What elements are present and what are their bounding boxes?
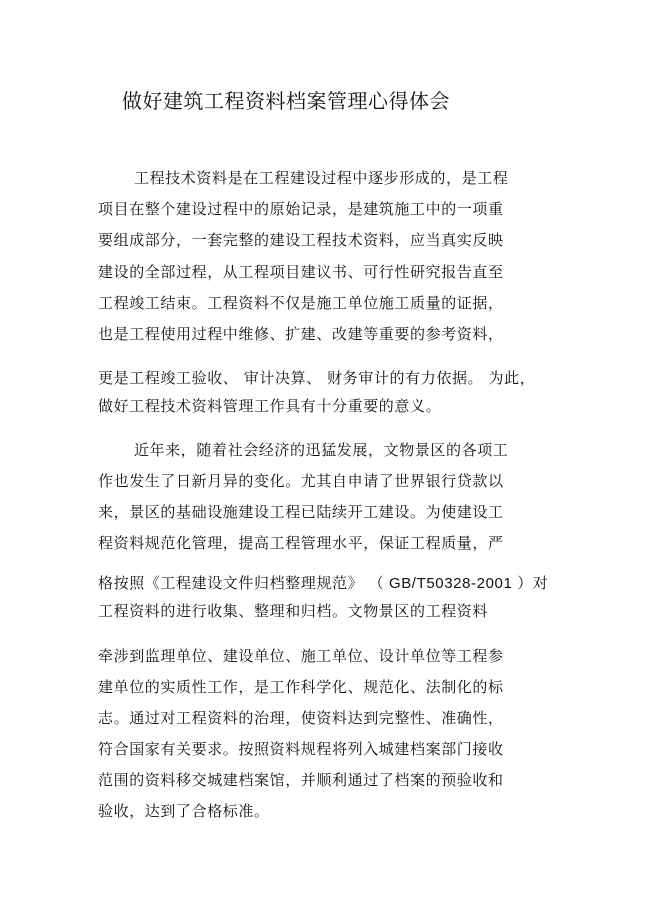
paragraph-5-line-6: 验收，达到了合格标准。 <box>98 802 270 820</box>
document-title: 做好建筑工程资料档案管理心得体会 <box>122 89 450 113</box>
paragraph-4-line-1-post: ）对 <box>517 574 549 592</box>
paragraph-2-line-1: 更是工程竣工验收、 审计决算、 财务审计的有力依据。 为此， <box>98 369 536 387</box>
paragraph-3-line-4: 程资料规范化管理，提高工程管理水平，保证工程质量，严 <box>98 534 504 552</box>
paragraph-1-line-1: 工程技术资料是在工程建设过程中逐步形成的，是工程 <box>134 169 509 187</box>
paragraph-1-line-2: 项目在整个建设过程中的原始记录，是建筑施工中的一项重 <box>98 200 504 218</box>
paragraph-5-line-4: 符合国家有关要求。按照资料规程将列入城建档案部门接收 <box>98 740 504 758</box>
paragraph-1-line-4: 建设的全部过程，从工程项目建议书、可行性研究报告直至 <box>98 263 504 281</box>
paragraph-3-line-3: 来，景区的基础设施建设工程已陆续开工建设。为使建设工 <box>98 503 504 521</box>
paragraph-1-line-5: 工程竣工结束。工程资料不仅是施工单位施工质量的证据， <box>98 294 504 312</box>
paragraph-5-line-5: 范围的资料移交城建档案馆，并顺利通过了档案的预验收和 <box>98 771 504 789</box>
standard-code: GB/T50328-2001 <box>384 575 518 592</box>
paragraph-5-line-3: 志。通过对工程资料的治理，使资料达到完整性、准确性， <box>98 709 504 727</box>
paragraph-3-line-2: 作也发生了日新月异的变化。尤其自申请了世界银行贷款以 <box>98 472 504 490</box>
paragraph-4-line-1-pre: 格按照《工程建设文件归档整理规范》 （ <box>98 574 385 592</box>
paragraph-5-line-1: 牵涉到监理单位、建设单位、施工单位、设计单位等工程参 <box>98 647 504 665</box>
paragraph-1-line-3: 要组成部分，一套完整的建设工程技术资料，应当真实反映 <box>98 231 504 249</box>
paragraph-4-line-2: 工程资料的进行收集、整理和归档。文物景区的工程资料 <box>98 602 489 620</box>
paragraph-2-line-2: 做好工程技术资料管理工作具有十分重要的意义。 <box>98 397 442 415</box>
paragraph-4-line-1 <box>98 573 548 594</box>
paragraph-5-line-2: 建单位的实质性工作，是工作科学化、规范化、法制化的标 <box>98 678 504 696</box>
paragraph-3-line-1: 近年来，随着社会经济的迅猛发展，文物景区的各项工 <box>134 441 509 459</box>
paragraph-1-line-6: 也是工程使用过程中维修、扩建、改建等重要的参考资料， <box>98 325 504 343</box>
